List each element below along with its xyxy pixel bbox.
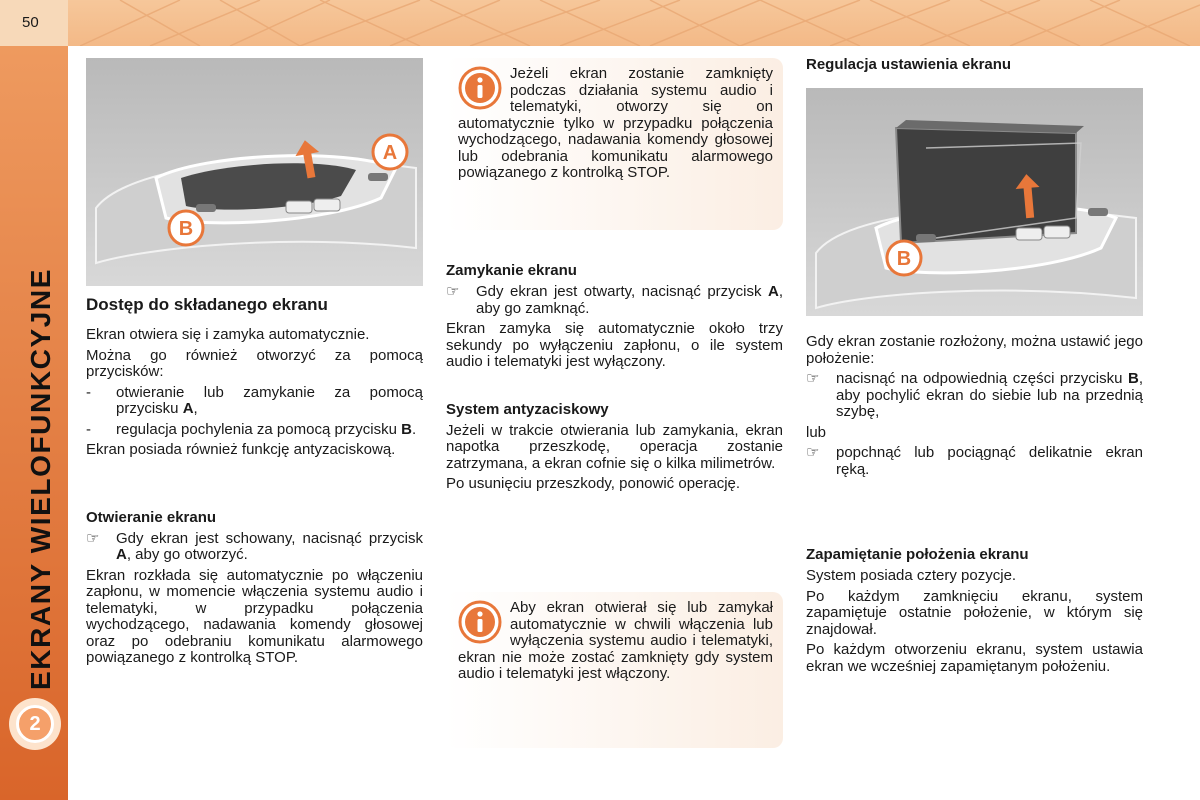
paragraph: Po każdym zamknięciu ekranu, system zapamiętuje ostatnie położenie, w którym się znajdował. [806,587,1143,638]
list-item [86,422,423,439]
info-box-top [446,58,783,230]
folded-screen-illustration [86,58,423,286]
header-band [0,0,1200,46]
page-number: 50 [0,0,68,46]
section-heading-access: Dostęp do składanego ekranu [86,295,328,314]
chapter-title: EKRANY WIELOFUNKCYJNE [25,267,56,690]
paragraph: Po usunięciu przeszkody, ponowić operację. [446,475,741,492]
subheading-opening: Otwieranie ekranu [86,508,217,526]
bullet-text: popchnąć lub pociągnąć delikatnie ekran ręką. [836,444,1143,478]
subheading-anti-pinch: System antyzaciskowy [446,400,609,418]
chapter-number-badge: 2 [16,705,54,743]
bullet-text: , aby pochylić ekran do siebie lub na przednią szybę, [836,370,1143,420]
subheading-adjustment: Regulacja ustawienia ekranu [806,56,1012,73]
info-box-content [458,66,773,182]
hand-pointer-icon: ☞ [806,444,820,461]
info-icon [458,600,502,644]
list-text: regulacja pochylenia za pomocą przycisku [116,420,402,438]
figure-open-screen [806,88,1143,316]
hand-pointer-icon: ☞ [806,370,820,387]
button-ref: A [182,400,194,417]
paragraph: Ekran otwiera się i zamyka automatycznie. [86,326,370,343]
bullet-text: Gdy ekran jest otwarty, nacisnąć przycisk [476,283,768,300]
bullet-item [446,284,783,317]
paragraph: System posiada cztery pozycje. [806,567,1017,584]
list-dash: - [86,383,91,401]
list-text: , [193,400,198,417]
button-ref: B [401,420,412,438]
open-screen-illustration [806,88,1143,316]
figure-folded-screen [86,58,423,286]
paragraph: Gdy ekran zostanie rozłożony, można ustawić jego położenie: [806,333,1143,367]
button-ref: A [767,283,779,300]
bullet-item [806,371,1143,421]
bullet-text: , aby go zamknąć. [476,283,783,317]
bullet-text: nacisnąć na odpowiednią części przycisku [836,370,1128,387]
hand-pointer-icon: ☞ [446,283,460,300]
bullet-item [806,445,1143,478]
paragraph-or: lub [806,423,827,441]
list-dash: - [86,420,91,438]
list-text: otwieranie lub zamykanie za pomocą przycisku [116,383,423,417]
paragraph: Ekran zamyka się automatycznie około trzy sekundy po wyłączeniu zapłonu, o ile system audio i telematyki jest wyłączony. [446,320,783,370]
info-text: Jeżeli ekran zostanie zamknięty podczas działania systemu audio i telematyki, otworzy się on automatycznie tylko w przypadku połączenia wychodzącego, nadawania komendy głosowej lub odebrania komunikatu alarmowego powiązanego z kontrolką STOP. [458,65,773,181]
bullet-text: Gdy ekran jest schowany, nacisnąć przycisk [116,529,423,547]
column-right [806,334,1143,675]
hand-pointer-icon: ☞ [86,529,100,547]
list-item [86,385,423,418]
subheading-memory: Zapamiętanie położenia ekranu [806,546,1029,563]
paragraph: Można go również otworzyć za pomocą przycisków: [86,346,423,380]
paragraph: Ekran posiada również funkcję antyzaciskową. [86,441,396,458]
bullet-item [86,531,423,564]
paragraph: Jeżeli w trakcie otwierania lub zamykania, ekran napotka przeszkodę, operacja zostanie zatrzymana, a ekran cofnie się o kilka milimetrów. [446,421,783,472]
column-left [86,295,423,667]
info-icon [458,66,502,110]
info-box-content [458,600,773,683]
label-b: B [896,248,912,270]
paragraph: Ekran rozkłada się automatycznie po włączeniu zapłonu, w momencie włączenia systemu audio i telematyki, w przypadku połączenia wychodzącego, nadawania komendy głosowej oraz po odebraniu komunikatu alarmowego powiązanego z kontrolką STOP. [86,566,423,666]
paragraph: Po każdym otworzeniu ekranu, system ustawia ekran we wcześniej zapamiętanym położeniu. [806,641,1143,675]
info-box-bottom [446,592,783,748]
column-right-top [806,56,1143,74]
list-text: . [412,420,417,438]
subheading-closing: Zamykanie ekranu [446,262,577,279]
button-ref: B [1127,370,1139,387]
column-middle [446,262,783,493]
label-b: B [178,218,194,240]
button-ref: A [116,546,127,563]
bullet-text: , aby go otworzyć. [126,546,248,563]
info-text: Aby ekran otwierał się lub zamykał automatycznie w chwili włączenia lub wyłączenia systemu audio i telematyki, ekran nie może zostać zamknięty gdy system audio i telematyki jest włączony. [458,599,773,682]
label-a: A [382,142,398,164]
header-pattern [0,0,1200,46]
